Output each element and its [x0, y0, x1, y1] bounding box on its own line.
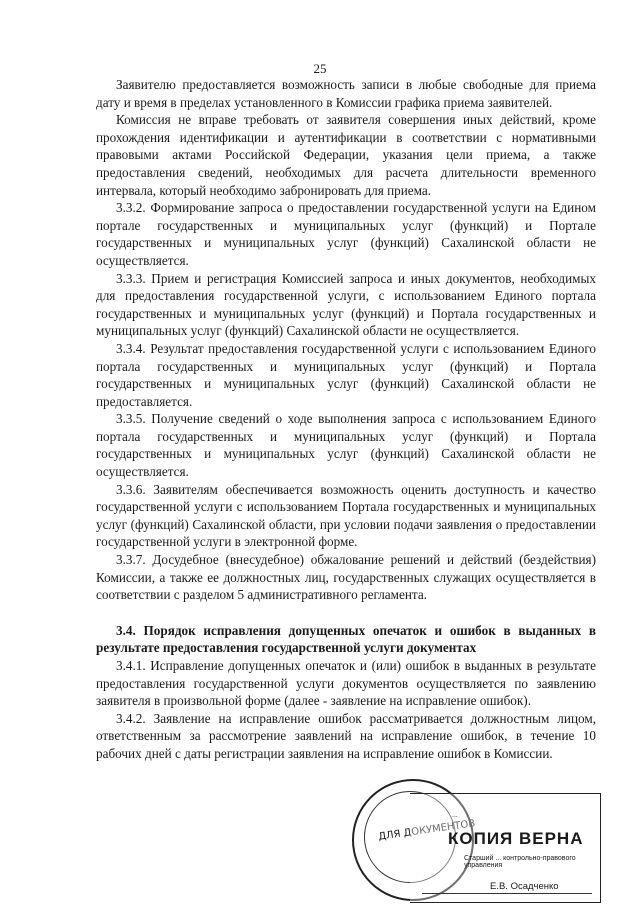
signature-line: [422, 893, 592, 894]
paragraph: 3.3.3. Прием и регистрация Комиссией запроса и иных документов, необходимых для предоставления государственной услуги, с использованием Единого портала государственных и муниципальных услуг (функций) и Портала государственных и муниципальных услуг (функций) Сахалинской области не осуществляется.: [96, 270, 596, 339]
stamp-position: Старший ... контрольно-правового управления: [464, 855, 576, 869]
paragraph: Комиссия не вправе требовать от заявителя совершения иных действий, кроме прохождения идентификации и аутентификации в соответствии с нормативными правовыми актами Российской Федерации, указания цели приема, а также предоставления сведений, необходимых для расчета длительности временного интервала, который необходимо забронировать для приема.: [96, 112, 596, 198]
section-heading: 3.4. Порядок исправления допущенных опечаток и ошибок в выданных в результате предоставления государственной услуги документах: [96, 622, 596, 656]
paragraph: 3.3.2. Формирование запроса о предоставлении государственной услуги на Едином портале государственных и муниципальных услуг (функций) и Портале государственных и муниципальных услуг (функций) Сахалинской области не осуществляется.: [96, 200, 596, 268]
paragraph: 3.3.4. Результат предоставления государственной услуги с использованием Единого портала государственных и муниципальных услуг (функций) и Портала государственных и муниципальных услуг (функций) Сахалинской области не предоставляется.: [96, 340, 596, 409]
document-body: [96, 76, 596, 763]
paragraph: 3.4.1. Исправление допущенных опечаток и (или) ошибок в выданных в результате предоставления государственной услуги документов осуществляется по заявлению заявителя в произвольной форме (далее - заявление на исправление ошибок).: [96, 658, 596, 709]
certification-stamp: [352, 775, 602, 903]
paragraph: 3.4.2. Заявление на исправление ошибок рассматривается должностным лицом, ответственным за рассмотрение заявлений на исправление ошибок, в течение 10 рабочих дней с даты регистрации заявления на исправление ошибок в Комиссии.: [96, 710, 596, 761]
paragraph: 3.3.6. Заявителям обеспечивается возможность оценить доступность и качество государственной услуги с использованием Портала государственных и муниципальных услуг (функций) Сахалинской области, при условии подачи заявления о предоставлении государственной услуги в электронной форме.: [96, 481, 596, 550]
paragraph: Заявителю предоставляется возможность записи в любые свободные для приема дату и время в пределах установленного в Комиссии графика приема заявителей.: [96, 77, 596, 110]
stamp-line: ...: [452, 812, 458, 819]
stamp-title: КОПИЯ ВЕРНА: [448, 829, 584, 848]
page-number: 25: [313, 61, 327, 76]
seal-text: ДЛЯ ДОКУМЕНТОВ: [377, 818, 476, 843]
paragraph: 3.3.5. Получение сведений о ходе выполнения запроса с использованием Единого портала государственных и муниципальных услуг (функций) и Портала государственных и муниципальных услуг (функций) Сахалинской области не осуществляется.: [96, 411, 596, 480]
paragraph: 3.3.7. Досудебное (внесудебное) обжалование решений и действий (бездействия) Комиссии, а также ее должностных лиц, государственных служащих осуществляется в соответствии с разделом 5 административного регламента.: [96, 552, 596, 603]
stamp-signature: Е.В. Осадченко: [490, 881, 559, 892]
